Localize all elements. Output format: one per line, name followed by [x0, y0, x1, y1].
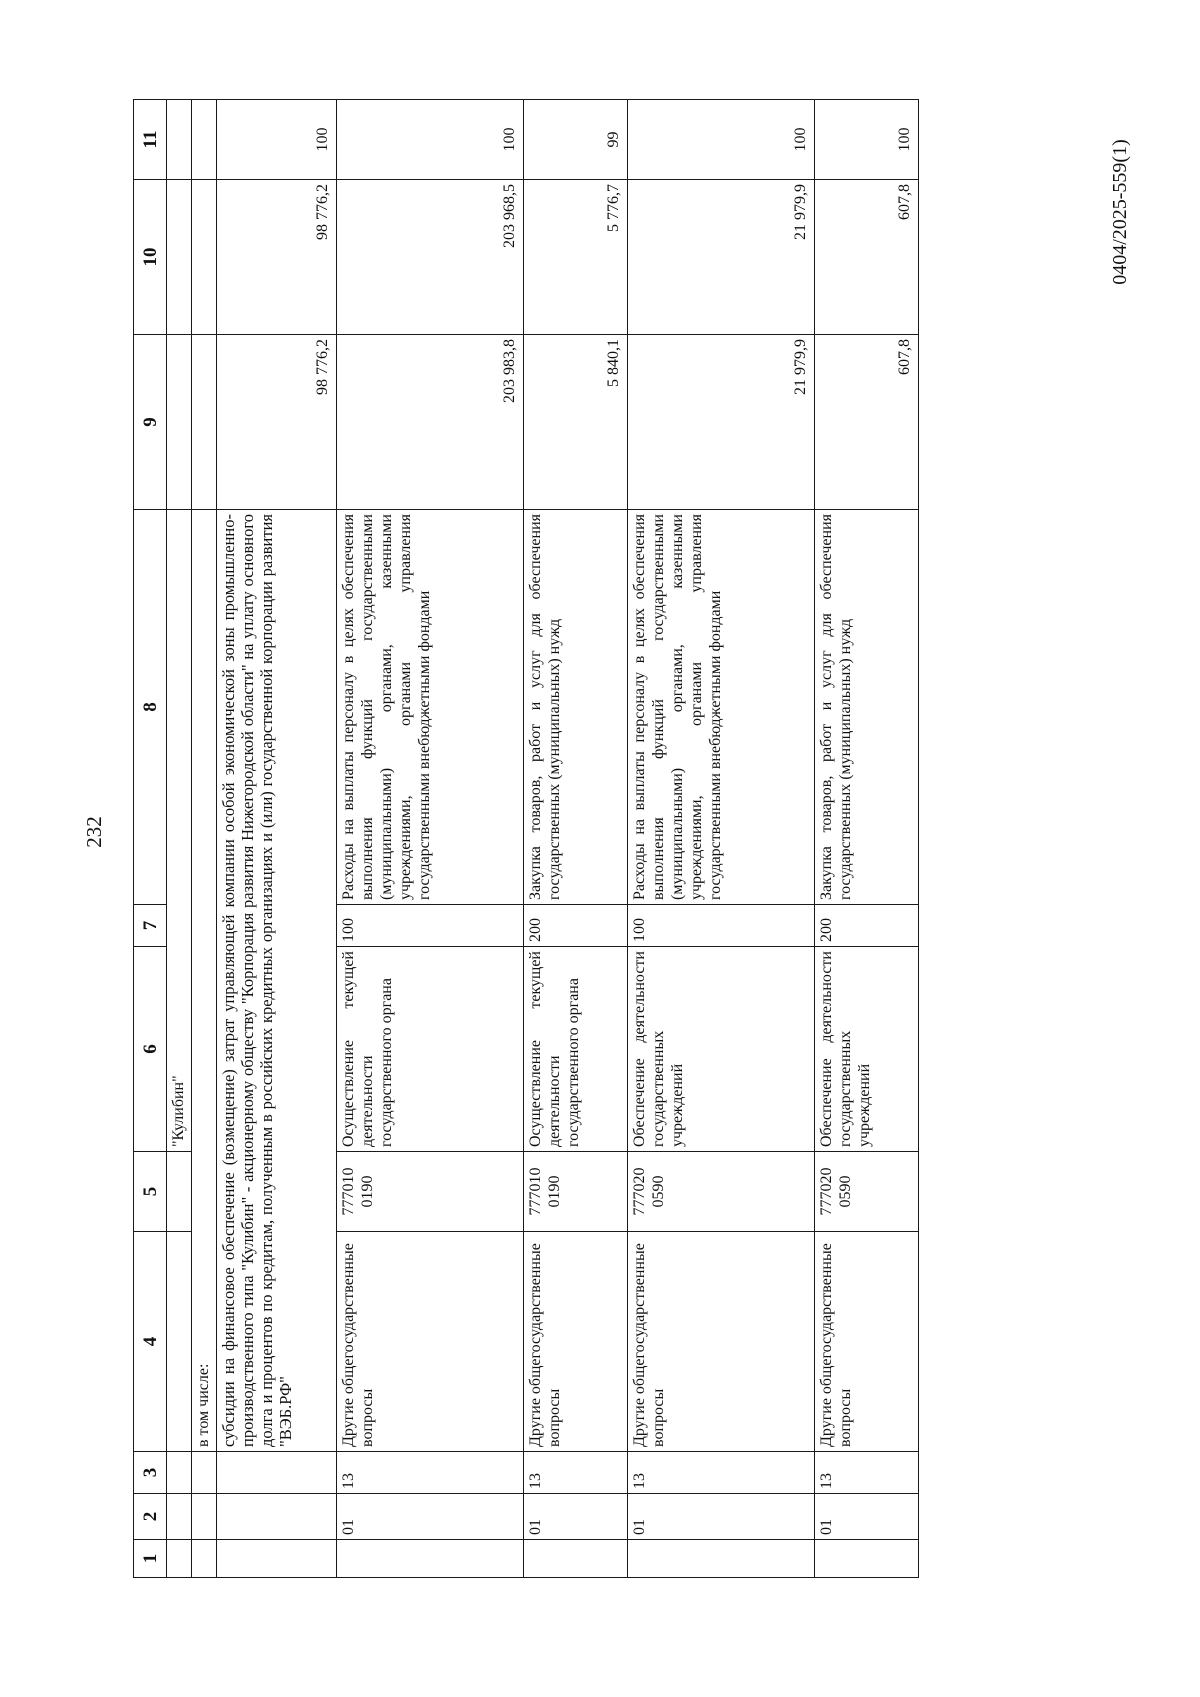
- table-row: [815, 100, 919, 1578]
- section-code: 01: [628, 1494, 815, 1540]
- subsidy-executed: 98 776,2: [217, 180, 337, 335]
- in-total-row: [192, 100, 217, 1578]
- section-code: 01: [815, 1494, 919, 1540]
- target-name: Обеспечение деятельности государственных учреждений: [815, 947, 919, 1152]
- executed-amount: 607,8: [815, 180, 919, 335]
- budget-table: [133, 99, 919, 1578]
- header-cell: 9: [134, 335, 167, 510]
- header-cell: 10: [134, 180, 167, 335]
- execution-percent: 100: [337, 100, 524, 180]
- expense-type-code: 100: [628, 905, 815, 947]
- target-name: Обеспечение деятельности государственных учреждений: [628, 947, 815, 1152]
- header-cell: 3: [134, 1452, 167, 1494]
- subsection-code: 13: [628, 1452, 815, 1494]
- planned-amount: 5 840,1: [524, 335, 628, 510]
- header-cell: 6: [134, 947, 167, 1152]
- header-cell: 8: [134, 510, 167, 905]
- target-code: 777020 0590: [628, 1152, 815, 1232]
- table-row: [337, 100, 524, 1578]
- continuation-row: [167, 100, 192, 1578]
- expense-type-code: 200: [524, 905, 628, 947]
- planned-amount: 607,8: [815, 335, 919, 510]
- subsection-code: 13: [815, 1452, 919, 1494]
- expense-type-code: 100: [337, 905, 524, 947]
- expense-type-code: 200: [815, 905, 919, 947]
- expense-type-name: Расходы на выплаты персоналу в целях обеспечения выполнения функций государственными (муниципальными) органами, казенными учреждениями, органами управления государственными внебюджетными фондами: [337, 510, 524, 905]
- planned-amount: 203 983,8: [337, 335, 524, 510]
- expense-type-name: Расходы на выплаты персоналу в целях обеспечения выполнения функций государственными (муниципальными) органами, казенными учреждениями, органами управления государственными внебюджетными фондами: [628, 510, 815, 905]
- execution-percent: 100: [628, 100, 815, 180]
- subsidy-description: субсидии на финансовое обеспечение (возмещение) затрат управляющей компании особой экономической зоны промышленно-производственного типа "Кулибин" - акционерному обществу "Корпорация развития Нижегородской области" на уплату основного долга и процентов по кредитам, полученным в российских кредитных организациях и (или) государственной корпорации развития "ВЭБ.РФ": [217, 510, 337, 1452]
- continuation-text: "Кулибин": [167, 510, 192, 1152]
- target-code: 777010 0190: [337, 1152, 524, 1232]
- subsidy-percent: 100: [217, 100, 337, 180]
- section-code: 01: [524, 1494, 628, 1540]
- page-number: 232: [82, 816, 106, 848]
- planned-amount: 21 979,9: [628, 335, 815, 510]
- table-row: [524, 100, 628, 1578]
- target-name: Осуществление текущей деятельности государственного органа: [524, 947, 628, 1152]
- executed-amount: 5 776,7: [524, 180, 628, 335]
- execution-percent: 100: [815, 100, 919, 180]
- expense-type-name: Закупка товаров, работ и услуг для обеспечения государственных (муниципальных) нужд: [524, 510, 628, 905]
- target-code: 777010 0190: [524, 1152, 628, 1232]
- header-cell: 11: [134, 100, 167, 180]
- target-code: 777020 0590: [815, 1152, 919, 1232]
- subsection-code: 13: [524, 1452, 628, 1494]
- document-code: 0404/2025-559(1): [1109, 139, 1131, 285]
- section-name: Другие общегосударственные вопросы: [628, 1232, 815, 1452]
- header-cell: 2: [134, 1494, 167, 1540]
- table-row: [628, 100, 815, 1578]
- header-cell: 1: [134, 1540, 167, 1578]
- executed-amount: 21 979,9: [628, 180, 815, 335]
- header-cell: 5: [134, 1152, 167, 1232]
- subsidy-row: [217, 100, 337, 1578]
- execution-percent: 99: [524, 100, 628, 180]
- header-cell: 4: [134, 1232, 167, 1452]
- header-row: [134, 100, 167, 1578]
- section-name: Другие общегосударственные вопросы: [337, 1232, 524, 1452]
- section-name: Другие общегосударственные вопросы: [815, 1232, 919, 1452]
- section-name: Другие общегосударственные вопросы: [524, 1232, 628, 1452]
- budget-table-container: [133, 100, 993, 1578]
- header-cell: 7: [134, 905, 167, 947]
- target-name: Осуществление текущей деятельности государственного органа: [337, 947, 524, 1152]
- expense-type-name: Закупка товаров, работ и услуг для обеспечения государственных (муниципальных) нужд: [815, 510, 919, 905]
- subsidy-planned: 98 776,2: [217, 335, 337, 510]
- subsection-code: 13: [337, 1452, 524, 1494]
- in-total-label: в том числе:: [192, 510, 217, 1452]
- section-code: 01: [337, 1494, 524, 1540]
- executed-amount: 203 968,5: [337, 180, 524, 335]
